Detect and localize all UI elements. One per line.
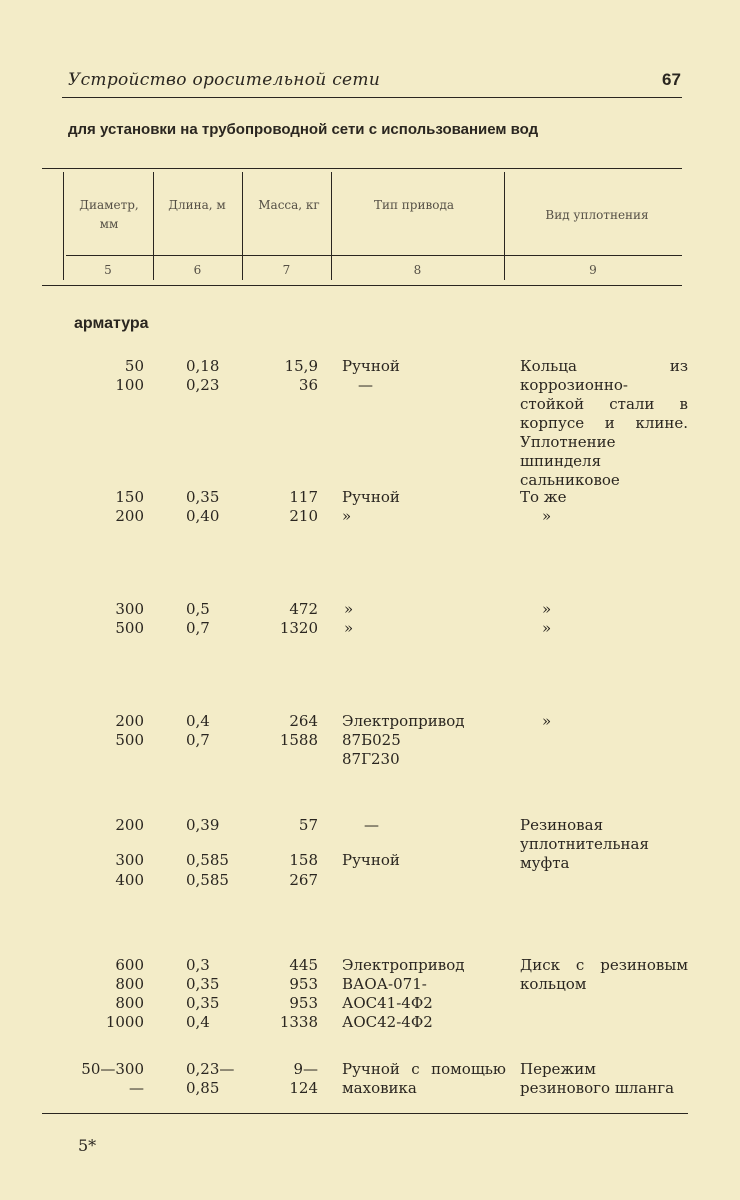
diameter-cell: — [129,1079,144,1097]
mass-cell: 117 [289,488,318,506]
diameter-cell: 500 [115,731,144,749]
running-title: Устройство оросительной сети [68,70,381,90]
length-cell: 0,585 [186,851,229,869]
drive-cell: » [344,619,354,637]
mass-cell: 267 [289,871,318,889]
table-top-rule [42,168,682,169]
diameter-cell: 150 [115,488,144,506]
drive-cell: Ручной с помощью маховика [342,1060,506,1097]
diameter-cell: 300 [115,600,144,618]
diameter-cell: 300 [115,851,144,869]
length-cell: 0,40 [186,507,220,525]
column-number: 6 [193,263,202,277]
drive-cell: 87Г230 [342,750,400,768]
mass-cell: 9— [293,1060,318,1078]
mass-cell: 1338 [279,1013,318,1031]
mass-cell: 445 [289,956,318,974]
diameter-cell: 200 [115,816,144,834]
table-caption: для установки на трубопроводной сети с использованием вод [68,121,539,138]
diameter-cell: 200 [115,507,144,525]
column-header-diameter: Диаметр, мм [79,198,139,231]
column-number: 5 [104,263,112,277]
signature-mark: 5* [78,1136,97,1155]
mass-cell: 264 [289,712,318,730]
column-number: 8 [413,263,422,277]
mass-cell: 36 [298,376,318,394]
drive-cell: — [364,816,379,834]
column-header-mass: Масса, кг [258,198,320,212]
mass-cell: 158 [289,851,318,869]
mass-cell: 124 [289,1079,318,1097]
drive-cell: Ручной [342,851,400,869]
seal-cell: » [542,507,552,525]
seal-cell: Пережим резинового шланга [520,1060,675,1097]
length-cell: 0,35 [186,975,220,993]
seal-cell: » [542,712,552,730]
length-cell: 0,7 [186,731,210,749]
mass-cell: 953 [289,994,318,1012]
length-cell: 0,39 [186,816,220,834]
mass-cell: 1588 [279,731,318,749]
length-cell: 0,4 [186,1013,210,1031]
drive-cell: АОС42-4Ф2 [342,1013,433,1031]
diameter-cell: 800 [115,994,144,1012]
column-header-drive: Тип привода [373,198,454,212]
drive-cell: АОС41-4Ф2 [342,994,433,1012]
seal-cell: Кольца из коррозионно-стойкой стали в корпусе и клине. Уплотнение шпинделя сальниковое [520,357,688,489]
length-cell: 0,85 [186,1079,220,1097]
length-cell: 0,23— [186,1060,235,1078]
mass-cell: 953 [289,975,318,993]
diameter-cell: 200 [115,712,144,730]
diameter-cell: 50 [124,357,144,375]
diameter-cell: 100 [115,376,144,394]
diameter-cell: 500 [115,619,144,637]
length-cell: 0,585 [186,871,229,889]
mass-cell: 15,9 [284,357,318,375]
diameter-cell: 400 [115,871,144,889]
diameter-cell: 600 [115,956,144,974]
seal-cell: Диск с резиновым кольцом [520,956,688,993]
drive-cell: Электропривод [342,956,465,974]
length-cell: 0,23 [186,376,220,394]
seal-cell: Резиновая уплотнительная муфта [520,816,649,872]
column-header-length: Длина, м [168,198,226,212]
table-bottom-rule [42,1113,688,1114]
column-header-seal: Вид уплотнения [545,208,649,222]
seal-cell: » [542,600,552,618]
drive-cell: ВАОА-071- [342,975,427,993]
drive-cell: Ручной [342,357,400,375]
mass-cell: 1320 [279,619,318,637]
header-rule [62,97,682,98]
length-cell: 0,7 [186,619,210,637]
length-cell: 0,35 [186,488,220,506]
mass-cell: 210 [289,507,318,525]
mass-cell: 57 [298,816,318,834]
table-numbers-rule [42,285,682,286]
drive-cell: 87Б025 [342,731,401,749]
diameter-cell: 800 [115,975,144,993]
column-number: 7 [282,263,291,277]
column-number: 9 [589,263,597,277]
drive-cell: » [344,600,354,618]
table-header-rule [66,255,682,256]
length-cell: 0,5 [186,600,210,618]
drive-cell: » [342,507,352,525]
mass-cell: 472 [289,600,318,618]
length-cell: 0,35 [186,994,220,1012]
diameter-cell: 1000 [105,1013,144,1031]
seal-cell: То же [520,488,567,506]
page-number: 67 [662,70,681,89]
drive-cell: — [358,376,373,394]
length-cell: 0,3 [186,956,210,974]
length-cell: 0,18 [186,357,220,375]
length-cell: 0,4 [186,712,210,730]
section-title: арматура [74,315,149,332]
diameter-cell: 50—300 [81,1060,144,1078]
seal-cell: » [542,619,552,637]
drive-cell: Электропривод [342,712,465,730]
drive-cell: Ручной [342,488,400,506]
